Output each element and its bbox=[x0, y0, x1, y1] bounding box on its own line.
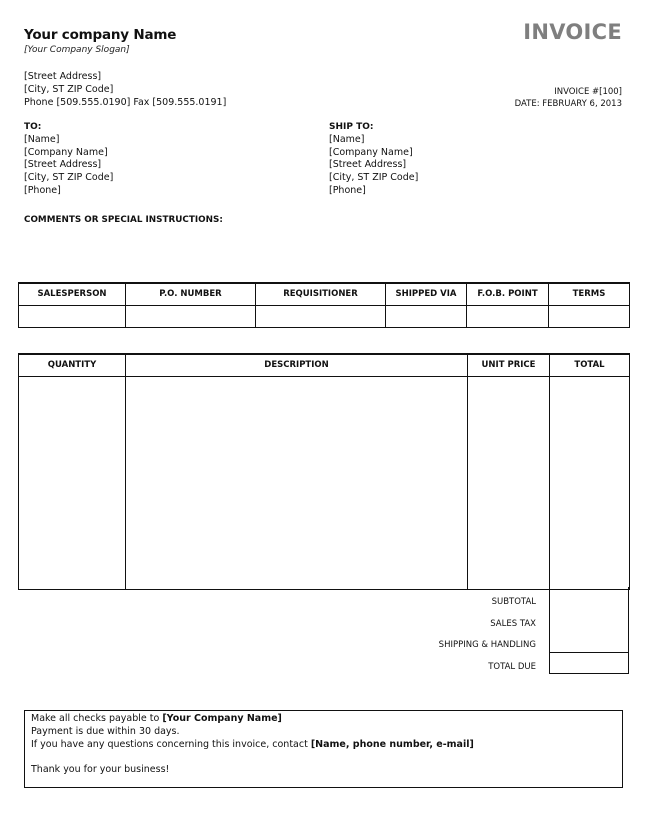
company-street: [Street Address] bbox=[24, 71, 102, 82]
company-slogan: [Your Company Slogan] bbox=[24, 45, 130, 55]
invoice-meta bbox=[515, 86, 622, 110]
header-total: TOTAL bbox=[550, 354, 630, 376]
bill-to-phone: [Phone] bbox=[24, 184, 61, 196]
comments-label: COMMENTS OR SPECIAL INSTRUCTIONS: bbox=[24, 215, 223, 225]
line-items-table bbox=[18, 353, 630, 590]
ship-to-label: SHIP TO: bbox=[329, 122, 374, 132]
bill-to-block bbox=[24, 121, 113, 198]
unit-price-column-cell[interactable] bbox=[468, 376, 550, 589]
header-po-number: P.O. NUMBER bbox=[126, 283, 256, 305]
header-salesperson: SALESPERSON bbox=[19, 283, 126, 305]
quantity-column-cell[interactable] bbox=[19, 376, 126, 589]
bill-to-street: [Street Address] bbox=[24, 159, 102, 171]
header-quantity: QUANTITY bbox=[19, 354, 126, 376]
cell-terms[interactable] bbox=[549, 305, 630, 327]
checks-payable-text: Make all checks payable to bbox=[31, 713, 163, 724]
description-column-cell[interactable] bbox=[126, 376, 468, 589]
shipping-handling-label: SHIPPING & HANDLING bbox=[438, 640, 536, 650]
company-phone-fax: Phone [509.555.0190] Fax [509.555.0191] bbox=[24, 97, 227, 108]
invoice-date: DATE: FEBRUARY 6, 2013 bbox=[514, 99, 622, 109]
cell-po-number[interactable] bbox=[126, 305, 256, 327]
spacer bbox=[31, 751, 616, 764]
thank-you-line: Thank you for your business! bbox=[31, 764, 170, 776]
contact-line bbox=[31, 739, 616, 752]
totals-value-box bbox=[549, 587, 629, 674]
order-header-row bbox=[19, 283, 630, 305]
subtotal-label: SUBTOTAL bbox=[491, 597, 536, 607]
checks-payable-line bbox=[31, 713, 616, 726]
cell-fob-point[interactable] bbox=[467, 305, 549, 327]
sales-tax-label: SALES TAX bbox=[490, 618, 536, 629]
total-due-value[interactable] bbox=[550, 653, 628, 674]
invoice-title: INVOICE bbox=[523, 20, 622, 44]
total-due-label: TOTAL DUE bbox=[488, 661, 536, 672]
ship-to-street: [Street Address] bbox=[329, 159, 407, 171]
totals-labels bbox=[439, 592, 536, 678]
cell-requisitioner[interactable] bbox=[256, 305, 386, 327]
items-body-row bbox=[19, 376, 630, 589]
contact-text: If you have any questions concerning this invoice, contact bbox=[31, 738, 311, 750]
subtotal-tax-shipping-values[interactable] bbox=[550, 587, 628, 653]
header-terms: TERMS bbox=[549, 283, 630, 305]
checks-payable-company: [Your Company Name] bbox=[162, 713, 282, 724]
bill-to-city: [City, ST ZIP Code] bbox=[24, 172, 114, 184]
order-info-table bbox=[18, 282, 630, 328]
ship-to-name: [Name] bbox=[329, 133, 365, 145]
bill-to-label: TO: bbox=[24, 122, 42, 132]
ship-to-city: [City, ST ZIP Code] bbox=[329, 172, 419, 184]
invoice-number: INVOICE #[100] bbox=[554, 87, 622, 97]
header-unit-price: UNIT PRICE bbox=[468, 354, 550, 376]
contact-details: [Name, phone number, e-mail] bbox=[310, 738, 474, 750]
header-description: DESCRIPTION bbox=[126, 354, 468, 376]
header-shipped-via: SHIPPED VIA bbox=[386, 283, 467, 305]
header-fob-point: F.O.B. POINT bbox=[467, 283, 549, 305]
ship-to-phone: [Phone] bbox=[329, 184, 366, 196]
cell-shipped-via[interactable] bbox=[386, 305, 467, 327]
cell-salesperson[interactable] bbox=[19, 305, 126, 327]
company-name: Your company Name bbox=[24, 27, 177, 43]
ship-to-company: [Company Name] bbox=[329, 146, 413, 158]
order-row bbox=[19, 305, 630, 327]
company-address bbox=[24, 70, 226, 109]
bill-to-name: [Name] bbox=[24, 133, 60, 145]
payment-notes-box bbox=[24, 710, 623, 788]
bill-to-company: [Company Name] bbox=[24, 146, 108, 158]
header-requisitioner: REQUISITIONER bbox=[256, 283, 386, 305]
payment-terms-line: Payment is due within 30 days. bbox=[31, 725, 180, 737]
company-city: [City, ST ZIP Code] bbox=[24, 84, 114, 95]
ship-to-block bbox=[329, 121, 418, 198]
total-column-cell[interactable] bbox=[550, 376, 630, 589]
items-header-row bbox=[19, 354, 630, 376]
